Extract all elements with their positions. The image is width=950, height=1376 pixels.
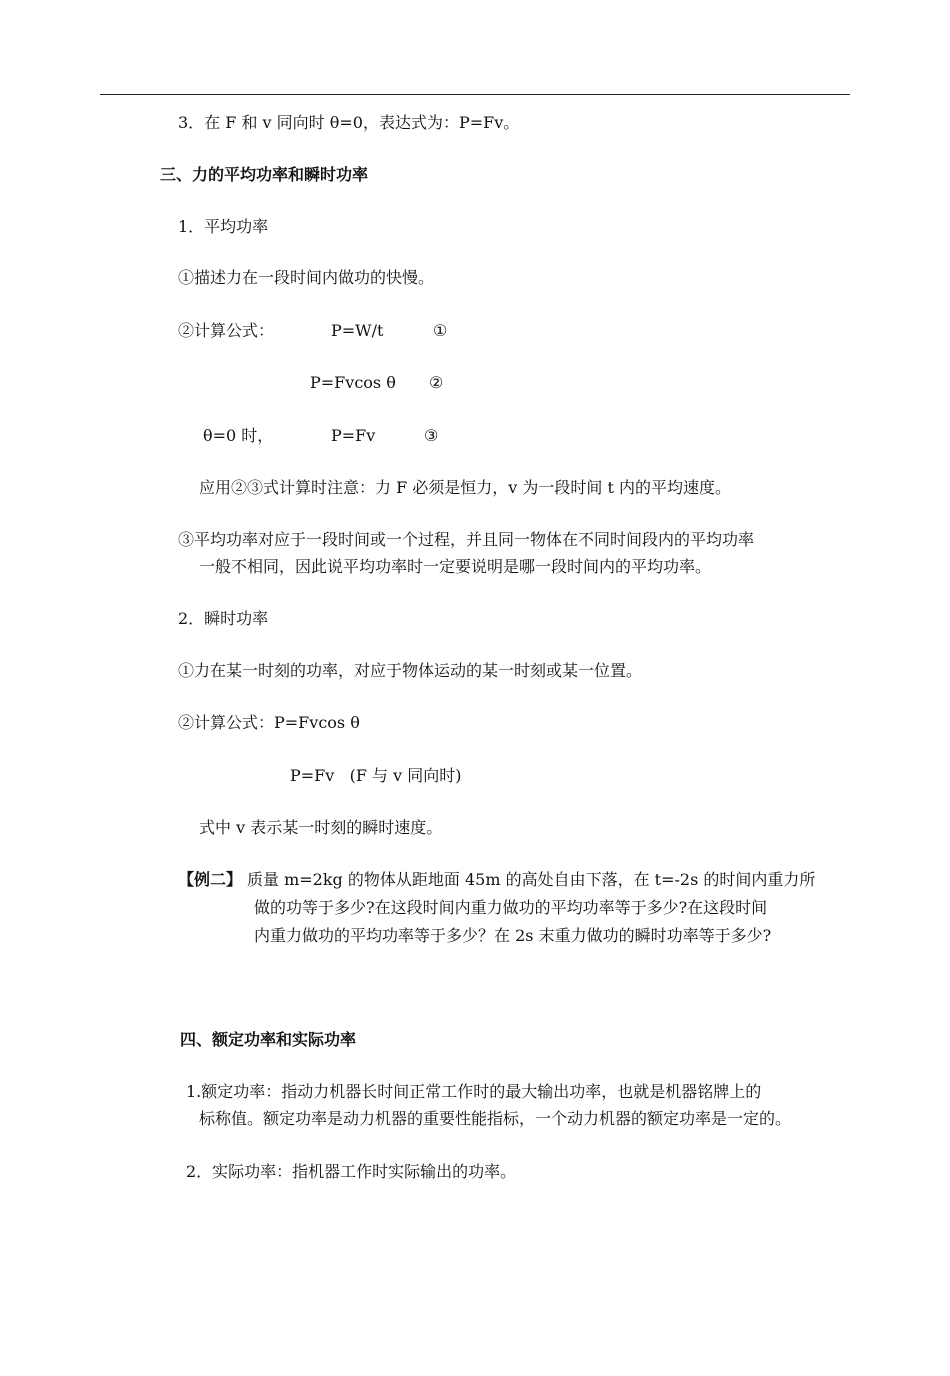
avg-power-item-1: ①描述力在一段时间内做功的快慢。 bbox=[178, 268, 435, 287]
avg-power-note: 应用②③式计算时注意：力 F 必须是恒力，v 为一段时间 t 内的平均速度。 bbox=[199, 478, 732, 497]
actual-power: 2．实际功率：指机器工作时实际输出的功率。 bbox=[186, 1162, 517, 1181]
example-line-3: 内重力做功的平均功率等于多少？在 2s 末重力做功的瞬时功率等于多少? bbox=[254, 926, 772, 945]
formula-3-condition: θ=0 时， bbox=[203, 426, 274, 445]
inst-power-item-2: ②计算公式：P=Fvcos θ bbox=[178, 713, 360, 732]
inst-power-title: 2．瞬时功率 bbox=[178, 609, 269, 628]
avg-power-item-3-line-2: 一般不相同，因此说平均功率时一定要说明是哪一段时间内的平均功率。 bbox=[199, 557, 712, 576]
section-3-heading: 三、力的平均功率和瞬时功率 bbox=[160, 165, 369, 184]
rated-power-line-2: 标称值。额定功率是动力机器的重要性能指标，一个动力机器的额定功率是一定的。 bbox=[199, 1109, 792, 1128]
formula-3: P=Fv bbox=[331, 426, 376, 445]
avg-power-title: 1．平均功率 bbox=[178, 217, 269, 236]
inst-power-item-1: ①力在某一时刻的功率，对应于物体运动的某一时刻或某一位置。 bbox=[178, 661, 643, 680]
formula-2-num: ② bbox=[429, 373, 444, 392]
formula-1-num: ① bbox=[433, 321, 448, 340]
section-4-heading: 四、额定功率和实际功率 bbox=[180, 1030, 357, 1049]
formula-1: P=W/t bbox=[331, 321, 384, 340]
inst-power-note: 式中 v 表示某一时刻的瞬时速度。 bbox=[199, 818, 443, 837]
example-line-1: 质量 m=2kg 的物体从距地面 45m 的高处自由下落，在 t=-2s 的时间内重力所 bbox=[247, 870, 816, 889]
inst-power-formula-2: P=Fv (F 与 v 同向时) bbox=[290, 766, 462, 785]
avg-power-item-3-line-1: ③平均功率对应于一段时间或一个过程，并且同一物体在不同时间段内的平均功率 bbox=[178, 530, 755, 549]
formula-2: P=Fvcos θ bbox=[310, 373, 396, 392]
formula-3-num: ③ bbox=[424, 426, 439, 445]
line-3-same-direction: 3．在 F 和 v 同向时 θ=0，表达式为：P=Fv。 bbox=[178, 113, 520, 132]
avg-power-item-2-label: ②计算公式： bbox=[178, 321, 275, 340]
example-line-2: 做的功等于多少?在这段时间内重力做功的平均功率等于多少?在这段时间 bbox=[254, 898, 768, 917]
example-label: 【例二】 bbox=[178, 870, 243, 889]
rated-power-line-1: 1.额定功率：指动力机器长时间正常工作时的最大输出功率，也就是机器铭牌上的 bbox=[186, 1082, 762, 1101]
header-rule bbox=[100, 94, 850, 95]
